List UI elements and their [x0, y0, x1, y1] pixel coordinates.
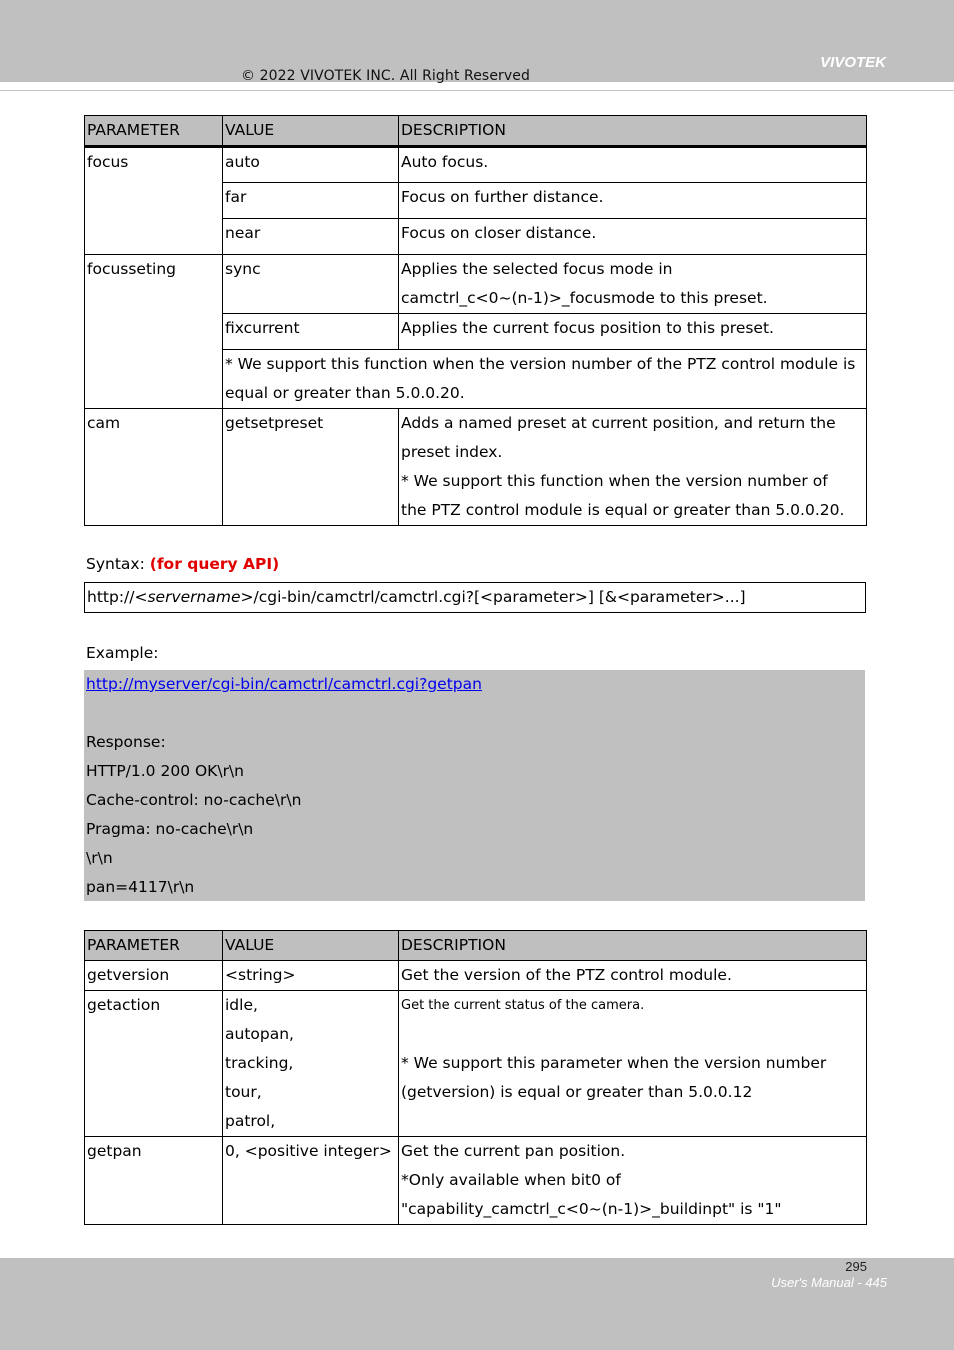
header-divider	[0, 90, 954, 91]
value-cell: near	[223, 219, 399, 255]
value-cell: sync	[223, 255, 399, 314]
syntax-qualifier: (for query API)	[149, 555, 280, 573]
header-value: VALUE	[223, 931, 399, 961]
value-cell: auto	[223, 147, 399, 183]
value-line: tracking,	[225, 1054, 294, 1072]
param-cam: cam	[85, 409, 223, 526]
param-getaction: getaction	[85, 991, 223, 1137]
description-line: (getversion) is equal or greater than 5.0.0.12	[401, 1083, 753, 1101]
description-cell	[399, 409, 867, 526]
description-cell: Auto focus.	[399, 147, 867, 183]
copyright-text: © 2022 VIVOTEK INC. All Right Reserved	[241, 68, 530, 84]
syntax-url-box	[84, 582, 866, 613]
example-link[interactable]: http://myserver/cgi-bin/camctrl/camctrl.cgi?getpan	[86, 675, 482, 693]
description-line: * We support this function when the version number of	[401, 472, 828, 490]
description-cell	[399, 255, 867, 314]
value-line: patrol,	[225, 1112, 276, 1130]
description-line: "capability_camctrl_c<0~(n-1)>_buildinpt" is "1"	[401, 1200, 782, 1218]
param-getpan: getpan	[85, 1137, 223, 1225]
example-line: pan=4117\r\n	[86, 878, 195, 896]
description-cell: Focus on further distance.	[399, 183, 867, 219]
value-cell: 0, <positive integer>	[223, 1137, 399, 1225]
header-description: DESCRIPTION	[399, 931, 867, 961]
parameter-table-2	[84, 930, 867, 1225]
example-code-box	[84, 670, 865, 901]
description-line: * We support this parameter when the version number	[401, 1054, 827, 1072]
example-line: \r\n	[86, 849, 113, 867]
example-line: Response:	[86, 733, 166, 751]
syntax-label	[86, 555, 279, 573]
example-line: HTTP/1.0 200 OK\r\n	[86, 762, 244, 780]
value-line: tour,	[225, 1083, 262, 1101]
example-line: Cache-control: no-cache\r\n	[86, 791, 302, 809]
description-cell: Applies the current focus position to this preset.	[399, 314, 867, 350]
brand-logo: VIVOTEK	[820, 54, 886, 71]
description-line: preset index.	[401, 443, 503, 461]
description-cell: Focus on closer distance.	[399, 219, 867, 255]
description-line: Get the current status of the camera.	[401, 998, 645, 1013]
example-label: Example:	[86, 644, 159, 662]
syntax-label-text: Syntax:	[86, 555, 150, 573]
description-line: camctrl_c<0~(n-1)>_focusmode to this preset.	[401, 289, 768, 307]
table-row	[85, 961, 867, 991]
table-row	[85, 1137, 867, 1225]
description-cell	[399, 991, 867, 1137]
description-line: Adds a named preset at current position, and return the	[401, 414, 836, 432]
note-line: * We support this function when the version number of the PTZ control module is	[225, 355, 856, 373]
value-line: autopan,	[225, 1025, 294, 1043]
description-cell: Get the version of the PTZ control module.	[399, 961, 867, 991]
description-spacer	[401, 1020, 864, 1049]
example-line: Pragma: no-cache\r\n	[86, 820, 254, 838]
page-number: 295	[845, 1259, 867, 1274]
syntax-url-var: servername	[147, 588, 241, 606]
table-row	[85, 255, 867, 314]
param-focus: focus	[85, 147, 223, 255]
note-line: equal or greater than 5.0.0.20.	[225, 384, 465, 402]
value-cell	[223, 991, 399, 1137]
header-parameter: PARAMETER	[85, 931, 223, 961]
example-line	[86, 699, 865, 728]
table-row	[85, 409, 867, 526]
table-header-row	[85, 116, 867, 147]
table-header-row	[85, 931, 867, 961]
parameter-table-1	[84, 115, 867, 526]
table-row	[85, 991, 867, 1137]
header-description: DESCRIPTION	[399, 116, 867, 147]
note-cell	[223, 350, 867, 409]
description-line: Applies the selected focus mode in	[401, 260, 673, 278]
table-row	[85, 147, 867, 183]
param-getversion: getversion	[85, 961, 223, 991]
description-cell	[399, 1137, 867, 1225]
value-cell: getsetpreset	[223, 409, 399, 526]
description-line: *Only available when bit0 of	[401, 1171, 621, 1189]
header-value: VALUE	[223, 116, 399, 147]
value-cell: <string>	[223, 961, 399, 991]
param-focusseting: focusseting	[85, 255, 223, 409]
value-line: idle,	[225, 996, 258, 1014]
header-parameter: PARAMETER	[85, 116, 223, 147]
description-line: Get the current pan position.	[401, 1142, 626, 1160]
value-cell: far	[223, 183, 399, 219]
description-line: the PTZ control module is equal or greater than 5.0.0.20.	[401, 501, 845, 519]
syntax-url-suffix: >/cgi-bin/camctrl/camctrl.cgi?[<parameter>] [&<parameter>...]	[240, 588, 746, 606]
syntax-url-prefix: http://<	[87, 588, 148, 606]
footer-bar	[0, 1258, 954, 1350]
manual-page-label: User's Manual - 445	[771, 1275, 887, 1290]
value-cell: fixcurrent	[223, 314, 399, 350]
